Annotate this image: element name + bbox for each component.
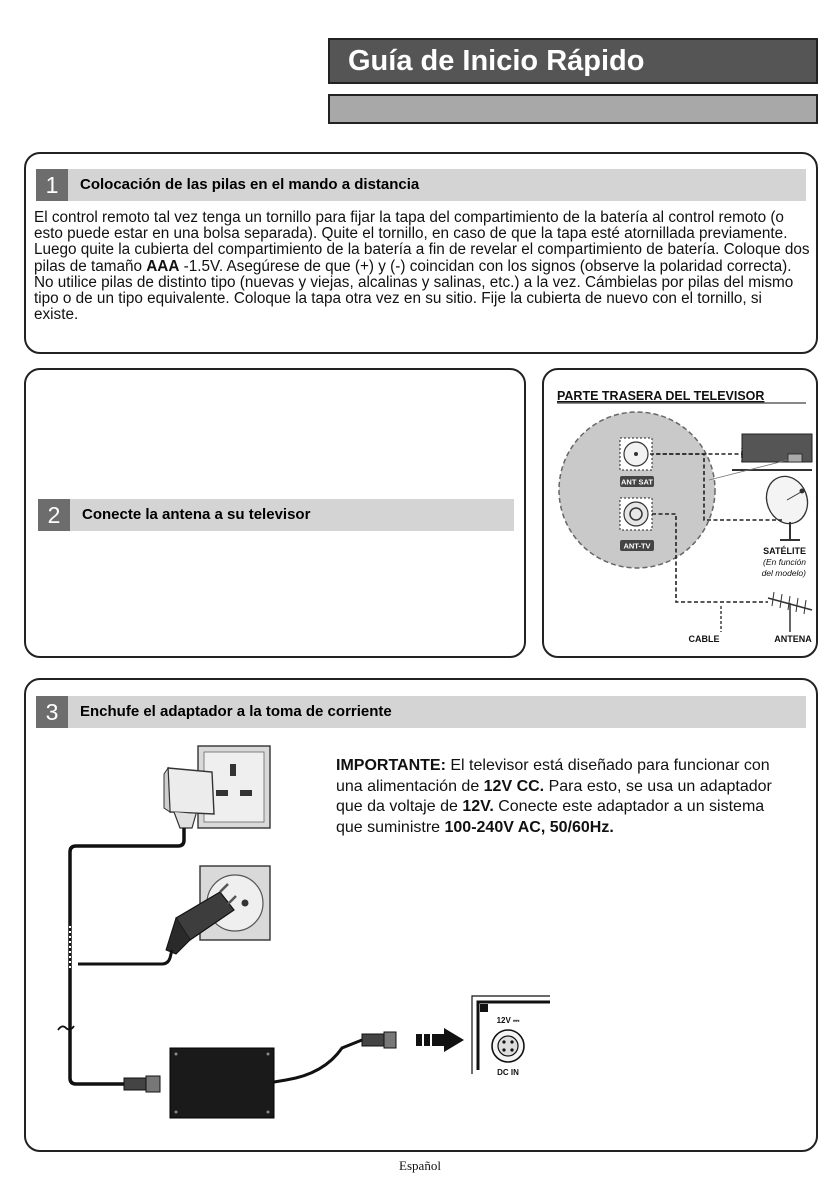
page-title: Guía de Inicio Rápido — [328, 38, 818, 84]
tv-rear-heading: PARTE TRASERA DEL TELEVISOR — [557, 389, 765, 403]
satellite-note-1: (En función — [763, 557, 806, 567]
satellite-note-2: del modelo) — [761, 568, 806, 578]
power-adapter-icon — [170, 1048, 274, 1118]
ac-connector — [124, 1078, 146, 1090]
section-1-panel — [24, 152, 818, 354]
section-3-title: Enchufe el adaptador a la toma de corriente — [80, 703, 392, 720]
ant-sat-port — [620, 438, 654, 487]
ant-tv-port — [620, 498, 654, 551]
dc-voltage-label: 12V ⎓ — [496, 1016, 520, 1025]
section-1-text — [34, 210, 810, 323]
power-cable — [70, 828, 184, 1084]
page-footer-language: Español — [399, 1158, 441, 1173]
antenna-diagram — [544, 370, 818, 658]
power-illustration — [24, 678, 818, 1152]
satellite-dish-icon — [760, 471, 814, 540]
ant-tv-label: ANT-TV — [623, 541, 651, 551]
dc-plug — [362, 1034, 384, 1046]
section-2-header — [38, 499, 514, 531]
dc-in-port-panel — [472, 996, 550, 1077]
tv-icon — [709, 434, 812, 480]
important-text-3: Conecte este adaptador a un sistema que suministre — [336, 798, 765, 836]
section-1-number: 1 — [36, 169, 68, 201]
section-1-header — [36, 169, 806, 201]
antenna-diagram-panel — [542, 368, 818, 658]
section-3-panel — [24, 678, 818, 1152]
dc-cable — [274, 1040, 362, 1082]
battery-size: AAA — [146, 257, 180, 275]
cable-label: CABLE — [688, 634, 720, 644]
antenna-label: ANTENA — [774, 634, 812, 644]
adapter-voltage: 12V. — [462, 798, 494, 815]
dc-in-label: DC IN — [497, 1068, 519, 1077]
arrow-right-icon — [416, 1028, 464, 1052]
satellite-label: SATÉLITE — [763, 546, 806, 556]
section-2-panel — [24, 368, 526, 658]
section-2-number: 2 — [38, 499, 70, 531]
section-3-number: 3 — [36, 696, 68, 728]
important-text-1: El televisor está diseñado para funcionar con una alimentación de — [336, 757, 770, 795]
power-cable-eu — [78, 950, 172, 964]
important-label: IMPORTANTE: — [336, 757, 446, 774]
ant-sat-label: ANT SAT — [621, 477, 653, 487]
mains-spec: 100-240V AC, 50/60Hz. — [444, 818, 614, 836]
voltage-dc: 12V CC. — [483, 777, 545, 795]
terrestrial-antenna-icon — [768, 592, 812, 632]
important-text-2: Para esto, se usa un adaptador que da voltaje de — [336, 777, 772, 815]
section-1-text-b: -1.5V. Asegúrese de que (+) y (-) coincidan con los signos (observe la polaridad correcta). No utilice pilas de distinto tipo (nuevas y viejas, alcalinas y salinas, etc.) a la vez. Cámbielas por pilas del mismo tipo o de un tipo equivalente. Coloque la tapa otra vez en su sitio. Fije la cubierta de nuevo con el tornillo, si existe. — [34, 257, 794, 324]
subtitle-bar — [328, 94, 818, 124]
section-2-title: Conecte la antena a su televisor — [82, 506, 311, 523]
section-1-text-a: El control remoto tal vez tenga un tornillo para fijar la tapa del compartimiento de la batería al control remoto (o esto puede estar en una bolsa separada). Quite el tornillo, en caso de que la tapa esté atornillada previamente. Luego quite la cubierta del compartimiento de la batería a fin de revelar el compartimiento de batería. Coloque dos pilas de tamaño — [34, 209, 810, 275]
section-1-title: Colocación de las pilas en el mando a distancia — [80, 176, 420, 193]
